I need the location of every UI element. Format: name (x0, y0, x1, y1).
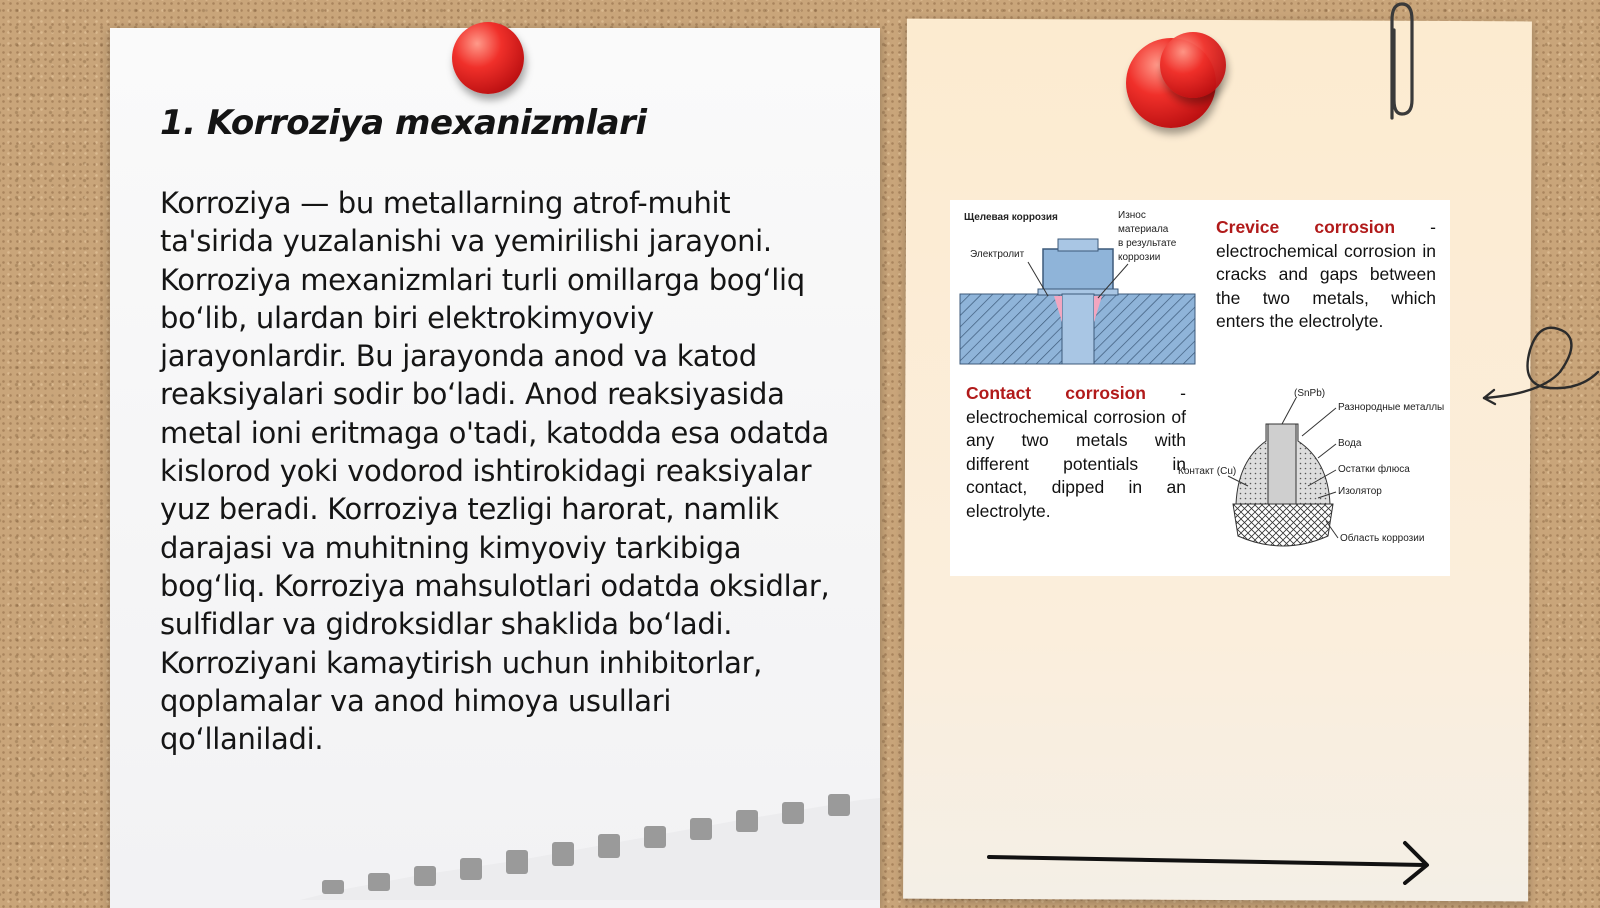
slide-title: 1. Korroziya mexanizmlari (160, 103, 647, 143)
diagram-label: Вода (1338, 438, 1362, 449)
right-arrow-icon (985, 835, 1445, 885)
contact-term: Contact corrosion (966, 383, 1146, 403)
diagram-label: Область коррозии (1340, 533, 1425, 544)
diagram-label: материала (1118, 224, 1169, 235)
diagram-label: коррозии (1118, 252, 1161, 263)
crevice-text: - electrochemical corrosion in cracks and gaps between the two metals, which enters the electrolyte. (1216, 217, 1436, 331)
diagram-label: Разнородные металлы (1338, 402, 1445, 413)
crevice-corrosion-diagram (958, 204, 1203, 369)
pushpin-icon (1160, 32, 1226, 98)
body-paragraph: Korroziya — bu metallarning atrof-muhit ta'sirida yuzalanishi va yemirilishi jarayoni. Korroziya mexanizmlari turli omillarga bog‘liq bo‘lib, ulardan biri elektrokimyoviy jarayonlardir. Bu jarayonda anod va katod reaksiyalari sodir bo‘ladi. Anod reaksiyasida metal ioni eritmaga o'tadi, katodda esa odatda kislorod yoki vodorod ishtirokidagi reaksiyalar yuz beradi. Korroziya tezligi harorat, namlik darajasi va muhitning kimyoviy tarkibiga bog‘liq. Korroziya mahsulotlari odatda oksidlar, sulfidlar va gidroksidlar shaklida bo‘ladi. Korroziyani kamaytirish uchun inhibitorlar, qoplamalar va anod himoya usullari qo‘llaniladi. (160, 186, 830, 757)
pushpin-icon (452, 22, 524, 94)
curly-arrow-icon (1480, 310, 1600, 410)
diagram-label: (SnPb) (1294, 388, 1326, 399)
torn-notebook-edge (300, 780, 880, 900)
diagram-label: Контакт (Cu) (1178, 466, 1237, 477)
corrosion-figure (950, 200, 1450, 576)
diagram-label: Износ (1118, 210, 1146, 221)
diagram-label: Электролит (970, 249, 1025, 260)
crevice-caption (1216, 216, 1436, 334)
paperclip-icon (1378, 0, 1418, 125)
diagram-label: в результате (1118, 238, 1177, 249)
diagram-label: Щелевая коррозия (964, 212, 1058, 223)
crevice-term: Crevice corrosion (1216, 217, 1396, 237)
contact-text: - electrochemical corrosion of any two metals with different potentials in contact, dipped in an electrolyte. (966, 383, 1186, 521)
diagram-label: Изолятор (1338, 486, 1382, 497)
contact-corrosion-diagram (1178, 386, 1448, 571)
contact-caption (966, 382, 1186, 523)
diagram-label: Остатки флюса (1338, 464, 1410, 475)
